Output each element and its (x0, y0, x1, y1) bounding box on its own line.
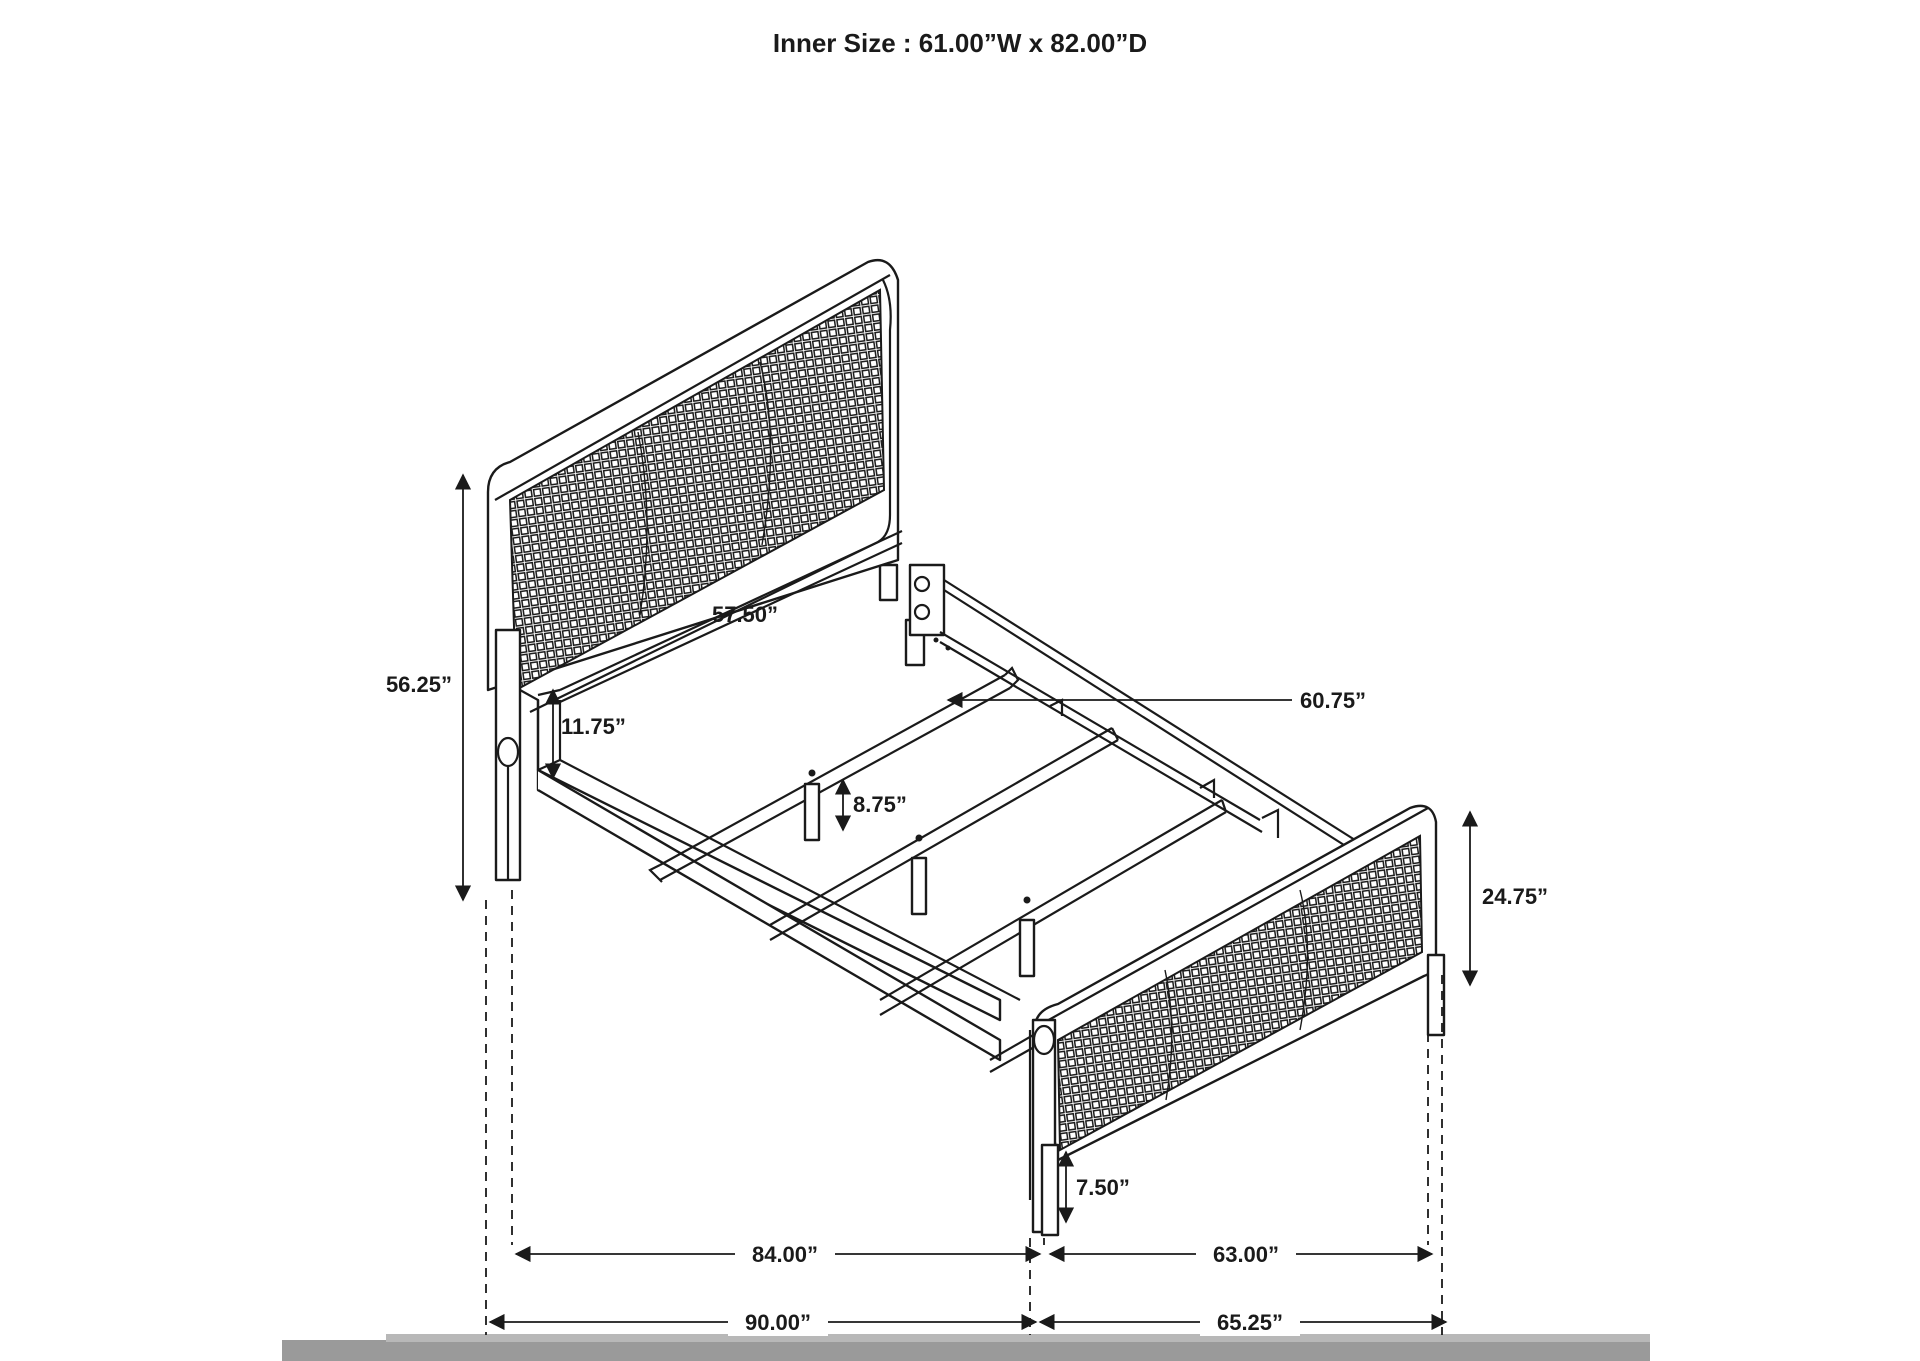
diagram-title: Inner Size : 61.00”W x 82.00”D (772, 28, 1148, 58)
dimension-leg-height (1066, 1152, 1130, 1222)
headboard-clearance-label: 11.75” (561, 714, 626, 739)
headboard-height-label: 56.25” (385, 672, 452, 697)
dimension-overall-length (490, 1308, 1036, 1336)
floor-highlight (386, 1334, 1650, 1342)
side-rail-label: 60.75” (1300, 688, 1367, 713)
dimension-overall-width (1040, 1308, 1446, 1336)
dimension-footboard-height (1470, 812, 1548, 985)
bed-drawing (282, 260, 1650, 1361)
dimension-slat-clearance (843, 780, 907, 830)
floor-strip (282, 1340, 1650, 1361)
overall-width-label: 65.25” (1216, 1310, 1284, 1335)
dimension-inner-width (1050, 1240, 1432, 1268)
leg-height-label: 7.50” (1076, 1175, 1130, 1200)
dimension-headboard-clearance (553, 690, 626, 778)
overall-length-label: 90.00” (744, 1310, 812, 1335)
dimension-side-rail (948, 688, 1366, 713)
dimension-headboard-width (712, 602, 778, 627)
headboard-width-label: 57.50” (711, 602, 779, 627)
inner-width-label: 63.00” (1212, 1242, 1280, 1267)
dimension-inner-length (516, 1240, 1040, 1268)
footboard-height-label: 24.75” (1482, 884, 1549, 909)
side-rail-rear (934, 580, 1356, 852)
slat-clearance-label: 8.75” (853, 792, 907, 817)
footboard (1030, 806, 1444, 1235)
dimension-headboard-height (386, 475, 463, 900)
inner-length-label: 84.00” (751, 1242, 819, 1267)
